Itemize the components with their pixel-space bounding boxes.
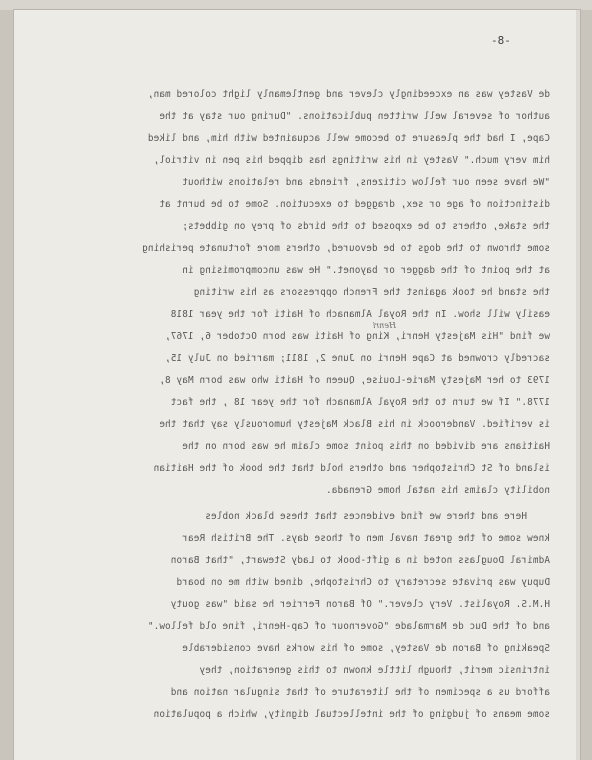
text-line: Admiral Douglass noted in a gift-book to Lady Stewart, "that Baron bbox=[170, 555, 550, 566]
text-line: and of the Duc de Marmalade "Governour of Cap-Henri, fine old fellow." bbox=[147, 621, 550, 632]
text-line: Dupuy was private secretary to Christophe, dined with me on board bbox=[176, 577, 550, 588]
text-line: author of several well written publications. "During our stay at the bbox=[159, 111, 550, 122]
text-line: Haitians are divided on this point some claim he was born on the bbox=[182, 441, 550, 452]
text-line: we find "His Majesty Henri, King of Haiti was born October 6, 1767, bbox=[164, 331, 550, 342]
handwritten-insertion: Henri bbox=[372, 321, 396, 330]
text-line: Cape, I had the pleasure to become well acquainted with him, and liked bbox=[147, 133, 550, 144]
text-line: at the point of the dagger or bayonet." He was uncompromising in bbox=[182, 265, 550, 276]
text-line: some means of judging of the intellectual dignity, which a population bbox=[153, 709, 550, 720]
text-line: distinction of age or sex, dragged to execution. Some to be burnt at bbox=[159, 199, 550, 210]
text-line: Here and there we find evidences that these black nobles bbox=[205, 511, 550, 522]
text-line: him very much." Vastey in his writings has dipped his pen in vitriol, bbox=[153, 155, 550, 166]
page-number: -8- bbox=[491, 34, 511, 47]
text-line: afford us a specimen of the literature of that singular nation and bbox=[170, 687, 550, 698]
document-page bbox=[14, 10, 580, 760]
text-line: some thrown to the dogs to be devoured, others more fortunate perishing bbox=[141, 243, 550, 254]
text-line: is verified. Vanderoock in his Black Majesty humorously say that the bbox=[159, 419, 550, 430]
text-line: 1793 to her Majesty Marie-Louise, Queen of Haiti who was born May 8, bbox=[159, 375, 550, 386]
text-line: Speaking of Baron de Vastey, some of his works have considerable bbox=[182, 643, 550, 654]
text-line: de Vastey was an exceedingly clever and gentlemanly light colored man, bbox=[147, 89, 550, 100]
text-line: nobility claims his natal home Grenada. bbox=[325, 485, 550, 496]
scan-background bbox=[0, 0, 592, 10]
text-line: H.M.S. Royalist. Very clever." Of Baron Ferrier he said "was gouty bbox=[170, 599, 550, 610]
text-line: 1778." If we turn to the Royal Almanach for the year 18 , the fact bbox=[170, 397, 550, 408]
text-line: easily will show. In the Royal Almanach of Haiti for the year 1818 bbox=[170, 309, 550, 320]
text-line: island of St Christopher and others hold that the book of the Haitian bbox=[153, 463, 550, 474]
text-line: sacredly crowned at Cape Henri on June 2, 1811; married on July 15, bbox=[164, 353, 550, 364]
typed-text-block bbox=[14, 10, 580, 760]
text-line: the stake, others to be exposed to the birds of prey on gibbets; bbox=[182, 221, 550, 232]
text-line: "We have seen our fellow citizens, friends and relations without bbox=[182, 177, 550, 188]
text-line: intrinsic merit, though little known to this generation, they bbox=[199, 665, 550, 676]
text-line: knew some of the great naval men of those days. The British Rear bbox=[182, 533, 550, 544]
text-line: the stand he took against the French oppressors as his writing bbox=[193, 287, 550, 298]
